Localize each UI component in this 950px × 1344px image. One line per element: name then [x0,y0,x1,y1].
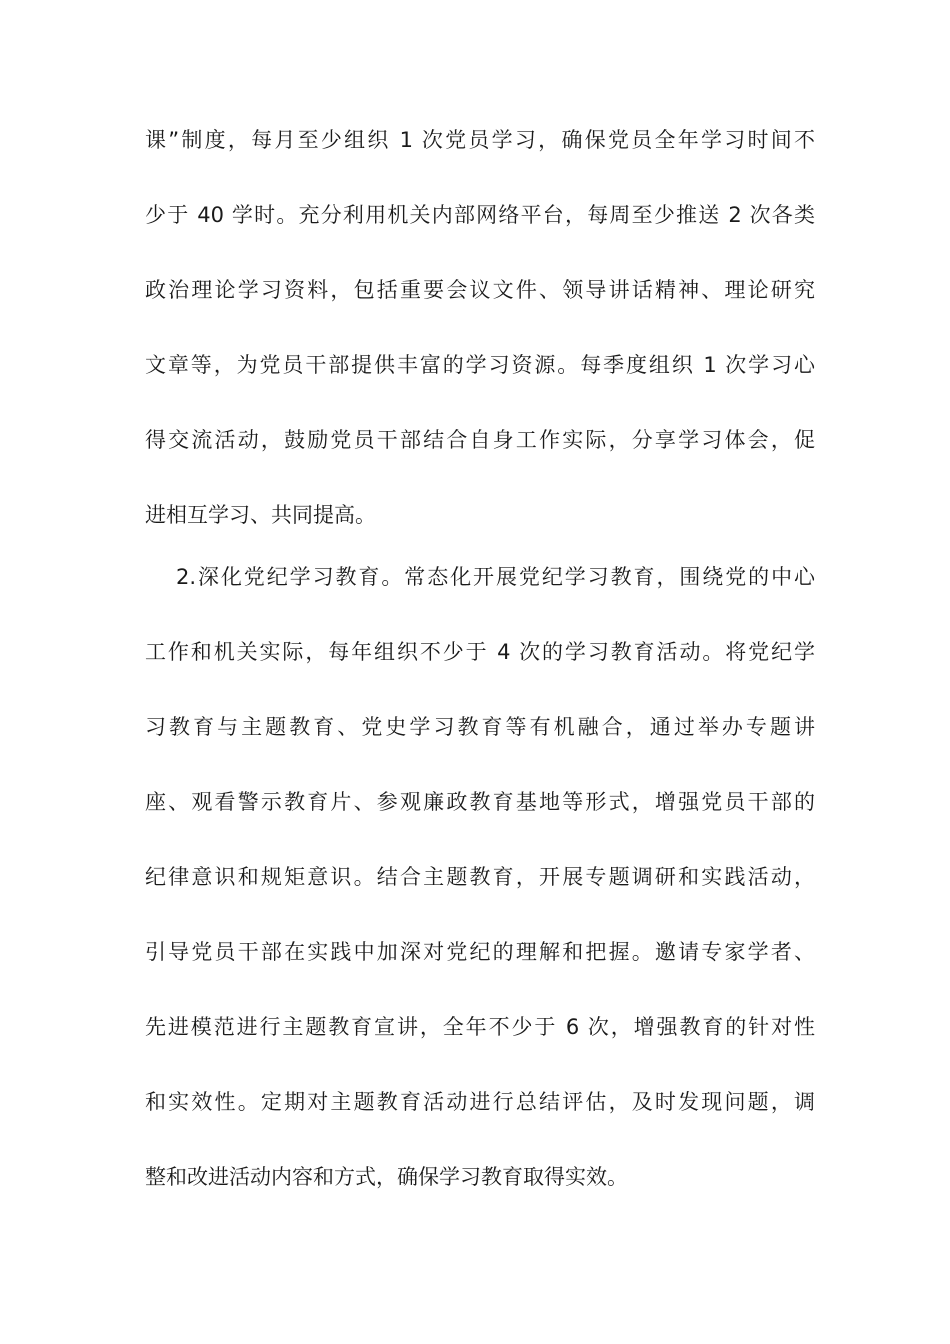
paragraph-1-line-6: 进相互学习、共同提高。 [145,503,376,527]
paragraph-2-line-1: 2.深化党纪学习教育。常态化开展党纪学习教育，围绕党的中心 [176,565,815,589]
paragraph-2-line-6: 引导党员干部在实践中加深对党纪的理解和把握。邀请专家学者、 [145,940,815,964]
paragraph-2-line-9: 整和改进活动内容和方式，确保学习教育取得实效。 [145,1165,628,1189]
paragraph-2-line-4: 座、观看警示教育片、参观廉政教育基地等形式，增强党员干部的 [145,790,815,814]
paragraph-2-line-3: 习教育与主题教育、党史学习教育等有机融合，通过举办专题讲 [145,715,815,739]
paragraph-2-line-2: 工作和机关实际，每年组织不少于 4 次的学习教育活动。将党纪学 [145,640,815,664]
paragraph-1-line-1: 课”制度，每月至少组织 1 次党员学习，确保党员全年学习时间不 [145,128,815,152]
paragraph-1-line-3: 政治理论学习资料，包括重要会议文件、领导讲话精神、理论研究 [145,278,815,302]
paragraph-2-line-8: 和实效性。定期对主题教育活动进行总结评估，及时发现问题，调 [145,1090,815,1114]
paragraph-1-line-2: 少于 40 学时。充分利用机关内部网络平台，每周至少推送 2 次各类 [145,203,815,227]
paragraph-1-line-5: 得交流活动，鼓励党员干部结合自身工作实际，分享学习体会，促 [145,428,815,452]
paragraph-2-line-5: 纪律意识和规矩意识。结合主题教育，开展专题调研和实践活动， [145,865,815,889]
paragraph-2-line-7: 先进模范进行主题教育宣讲，全年不少于 6 次，增强教育的针对性 [145,1015,815,1039]
paragraph-1-line-4: 文章等，为党员干部提供丰富的学习资源。每季度组织 1 次学习心 [145,353,815,377]
